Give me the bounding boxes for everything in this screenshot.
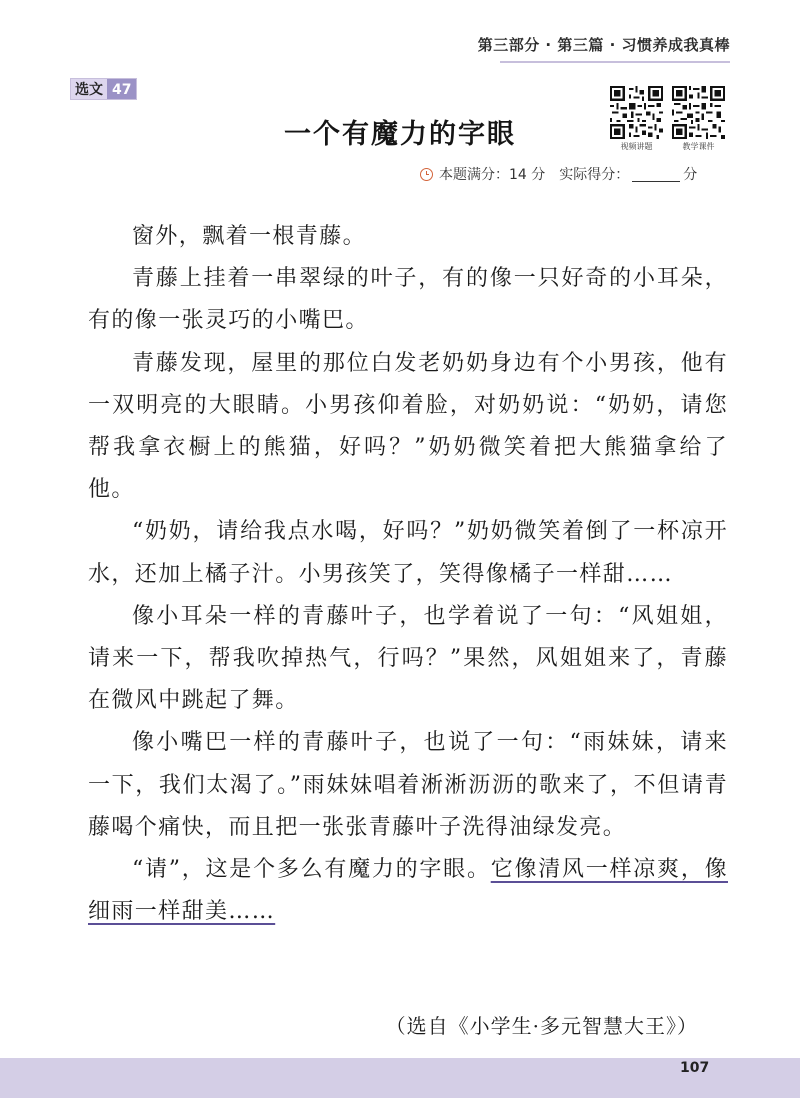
- running-head-text: 第三部分 · 第三篇 · 习惯养成我真棒: [477, 36, 730, 54]
- running-header: [0, 28, 800, 64]
- clock-icon: [420, 168, 433, 181]
- courseware-qr-code-icon[interactable]: [672, 86, 725, 139]
- actual-score-label: 实际得分：: [559, 167, 630, 183]
- video-qr-code-icon[interactable]: [610, 86, 663, 139]
- passage-title: 一个有魔力的字眼: [284, 119, 516, 150]
- actual-score-field[interactable]: [632, 167, 680, 182]
- passage-paragraph-2: 青藤上挂着一串翠绿的叶子，有的像一只好奇的小耳朵，有的像一张灵巧的小嘴巴。: [88, 266, 728, 334]
- passage-paragraph-3: 青藤发现，屋里的那位白发老奶奶身边有个小男孩，他有一双明亮的大眼睛。小男孩仰着脸，对奶奶说：“奶奶，请您帮我拿衣橱上的熊猫，好吗？”奶奶微笑着把大熊猫拿给了他。: [88, 350, 728, 503]
- courseware-qr-caption: 教学课件: [682, 142, 715, 151]
- passage-paragraph-5: 像小耳朵一样的青藤叶子，也学着说了一句：“风姐姐，请来一下，帮我吹掉热气，行吗？”果然，风姐姐来了，青藤在微风中跳起了舞。: [88, 603, 728, 714]
- score-unit: 分: [683, 167, 698, 183]
- passage-body: [88, 216, 728, 933]
- last-paragraph-text: “请”，这是个多么有魔力的字眼。: [132, 857, 491, 883]
- page-number: 107: [680, 1060, 710, 1076]
- selection-tag: [70, 78, 137, 100]
- selection-tag-number: 47: [107, 79, 136, 99]
- full-score-label: 本题满分：14 分: [439, 167, 546, 183]
- passage-paragraph-7: [88, 849, 728, 933]
- header-divider: [500, 61, 730, 63]
- passage-paragraph-4: “奶奶，请给我点水喝，好吗？”奶奶微笑着倒了一杯凉开水，还加上橘子汁。小男孩笑了，笑得像橘子一样甜……: [88, 519, 728, 587]
- video-qr-caption: 视频讲题: [620, 142, 653, 151]
- source-citation: （选自《小学生·多元智慧大王》）: [385, 1014, 698, 1038]
- selection-tag-label: 选文: [71, 79, 107, 99]
- passage-paragraph-1: 窗外，飘着一根青藤。: [132, 224, 367, 249]
- passage-paragraph-6: 像小嘴巴一样的青藤叶子，也说了一句：“雨妹妹，请来一下，我们太渴了。”雨妹妹唱着淅淅沥沥的歌来了，不但请青藤喝个痛快，而且把一张张青藤叶子洗得油绿发亮。: [88, 730, 728, 840]
- underlined-sentence: 它像清风一样凉爽，像细雨一样甜美……: [88, 857, 728, 925]
- score-line: [420, 163, 730, 185]
